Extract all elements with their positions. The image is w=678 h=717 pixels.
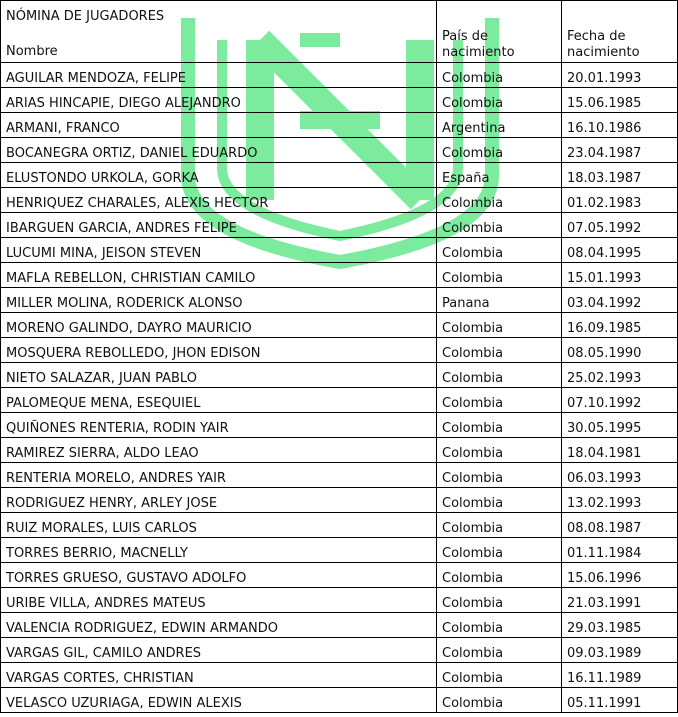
birth-date-cell: 01.02.1983 <box>562 188 678 213</box>
birth-date-cell: 16.11.1989 <box>562 663 678 688</box>
birth-country-cell: Colombia <box>437 88 562 113</box>
player-name-cell: RENTERIA MORELO, ANDRES YAIR <box>1 463 437 488</box>
birth-country-cell: Colombia <box>437 413 562 438</box>
table-row <box>1 163 678 188</box>
table-title: NÓMINA DE JUGADORES <box>6 9 165 24</box>
birth-date-cell: 08.05.1990 <box>562 338 678 363</box>
birth-country-cell: Colombia <box>437 138 562 163</box>
birth-date-cell: 06.03.1993 <box>562 463 678 488</box>
table-row <box>1 63 678 88</box>
player-name-cell: RAMIREZ SIERRA, ALDO LEAO <box>1 438 437 463</box>
birth-country-cell: Colombia <box>437 563 562 588</box>
table-row <box>1 563 678 588</box>
player-name-cell: IBARGUEN GARCIA, ANDRES FELIPE <box>1 213 437 238</box>
player-name-cell: TORRES GRUESO, GUSTAVO ADOLFO <box>1 563 437 588</box>
player-name-cell: PALOMEQUE MENA, ESEQUIEL <box>1 388 437 413</box>
table-row <box>1 388 678 413</box>
date-column-header: Fecha de nacimiento <box>562 1 678 63</box>
table-row <box>1 588 678 613</box>
table-row <box>1 438 678 463</box>
player-name-cell: ARIAS HINCAPIE, DIEGO ALEJANDRO <box>1 88 437 113</box>
birth-country-cell: Argentina <box>437 113 562 138</box>
table-row <box>1 513 678 538</box>
table-row <box>1 138 678 163</box>
player-name-cell: LUCUMI MINA, JEISON STEVEN <box>1 238 437 263</box>
birth-date-cell: 15.06.1985 <box>562 88 678 113</box>
table-row <box>1 263 678 288</box>
name-column-header: Nombre <box>6 44 58 59</box>
birth-country-cell: Colombia <box>437 263 562 288</box>
birth-country-cell: Colombia <box>437 363 562 388</box>
birth-country-cell: Colombia <box>437 638 562 663</box>
birth-country-cell: Panana <box>437 288 562 313</box>
table-header-row <box>1 1 678 63</box>
player-name-cell: MILLER MOLINA, RODERICK ALONSO <box>1 288 437 313</box>
birth-date-cell: 08.04.1995 <box>562 238 678 263</box>
birth-country-cell: Colombia <box>437 188 562 213</box>
birth-date-cell: 13.02.1993 <box>562 488 678 513</box>
birth-country-cell: Colombia <box>437 688 562 713</box>
table-row <box>1 488 678 513</box>
player-name-cell: ARMANI, FRANCO <box>1 113 437 138</box>
birth-date-cell: 09.03.1989 <box>562 638 678 663</box>
birth-date-cell: 18.04.1981 <box>562 438 678 463</box>
birth-country-cell: Colombia <box>437 613 562 638</box>
country-column-header: País de nacimiento <box>437 1 562 63</box>
birth-date-cell: 16.10.1986 <box>562 113 678 138</box>
player-name-cell: HENRIQUEZ CHARALES, ALEXIS HECTOR <box>1 188 437 213</box>
birth-date-cell: 03.04.1992 <box>562 288 678 313</box>
table-row <box>1 88 678 113</box>
player-name-cell: RUIZ MORALES, LUIS CARLOS <box>1 513 437 538</box>
player-name-cell: VARGAS CORTES, CHRISTIAN <box>1 663 437 688</box>
birth-country-cell: Colombia <box>437 238 562 263</box>
table-row <box>1 638 678 663</box>
birth-country-cell: Colombia <box>437 463 562 488</box>
birth-country-cell: Colombia <box>437 388 562 413</box>
table-row <box>1 188 678 213</box>
table-row <box>1 313 678 338</box>
birth-country-cell: Colombia <box>437 338 562 363</box>
table-row <box>1 538 678 563</box>
birth-country-cell: Colombia <box>437 588 562 613</box>
player-name-cell: MOSQUERA REBOLLEDO, JHON EDISON <box>1 338 437 363</box>
player-name-cell: VARGAS GIL, CAMILO ANDRES <box>1 638 437 663</box>
birth-date-cell: 08.08.1987 <box>562 513 678 538</box>
player-name-cell: TORRES BERRIO, MACNELLY <box>1 538 437 563</box>
birth-date-cell: 15.06.1996 <box>562 563 678 588</box>
birth-date-cell: 29.03.1985 <box>562 613 678 638</box>
player-name-cell: QUIÑONES RENTERIA, RODIN YAIR <box>1 413 437 438</box>
birth-date-cell: 20.01.1993 <box>562 63 678 88</box>
birth-country-cell: Colombia <box>437 663 562 688</box>
birth-date-cell: 01.11.1984 <box>562 538 678 563</box>
birth-date-cell: 23.04.1987 <box>562 138 678 163</box>
birth-date-cell: 30.05.1995 <box>562 413 678 438</box>
table-row <box>1 238 678 263</box>
player-name-cell: MAFLA REBELLON, CHRISTIAN CAMILO <box>1 263 437 288</box>
birth-country-cell: Colombia <box>437 538 562 563</box>
player-name-cell: VALENCIA RODRIGUEZ, EDWIN ARMANDO <box>1 613 437 638</box>
player-name-cell: RODRIGUEZ HENRY, ARLEY JOSE <box>1 488 437 513</box>
birth-country-cell: Colombia <box>437 213 562 238</box>
player-name-cell: VELASCO UZURIAGA, EDWIN ALEXIS <box>1 688 437 713</box>
player-name-cell: NIETO SALAZAR, JUAN PABLO <box>1 363 437 388</box>
birth-country-cell: Colombia <box>437 313 562 338</box>
table-row <box>1 688 678 713</box>
birth-date-cell: 25.02.1993 <box>562 363 678 388</box>
birth-date-cell: 15.01.1993 <box>562 263 678 288</box>
table-row <box>1 288 678 313</box>
birth-date-cell: 05.11.1991 <box>562 688 678 713</box>
player-name-cell: URIBE VILLA, ANDRES MATEUS <box>1 588 437 613</box>
birth-date-cell: 16.09.1985 <box>562 313 678 338</box>
title-and-name-header <box>1 1 437 63</box>
table-row <box>1 413 678 438</box>
table-row <box>1 613 678 638</box>
table-row <box>1 213 678 238</box>
table-row <box>1 113 678 138</box>
table-row <box>1 338 678 363</box>
birth-country-cell: Colombia <box>437 438 562 463</box>
birth-country-cell: Colombia <box>437 488 562 513</box>
player-name-cell: ELUSTONDO URKOLA, GORKA <box>1 163 437 188</box>
birth-date-cell: 07.05.1992 <box>562 213 678 238</box>
player-name-cell: MORENO GALINDO, DAYRO MAURICIO <box>1 313 437 338</box>
birth-country-cell: España <box>437 163 562 188</box>
birth-date-cell: 18.03.1987 <box>562 163 678 188</box>
table-row <box>1 463 678 488</box>
table-row <box>1 663 678 688</box>
table-row <box>1 363 678 388</box>
birth-country-cell: Colombia <box>437 63 562 88</box>
player-name-cell: AGUILAR MENDOZA, FELIPE <box>1 63 437 88</box>
player-name-cell: BOCANEGRA ORTIZ, DANIEL EDUARDO <box>1 138 437 163</box>
birth-date-cell: 21.03.1991 <box>562 588 678 613</box>
birth-country-cell: Colombia <box>437 513 562 538</box>
birth-date-cell: 07.10.1992 <box>562 388 678 413</box>
